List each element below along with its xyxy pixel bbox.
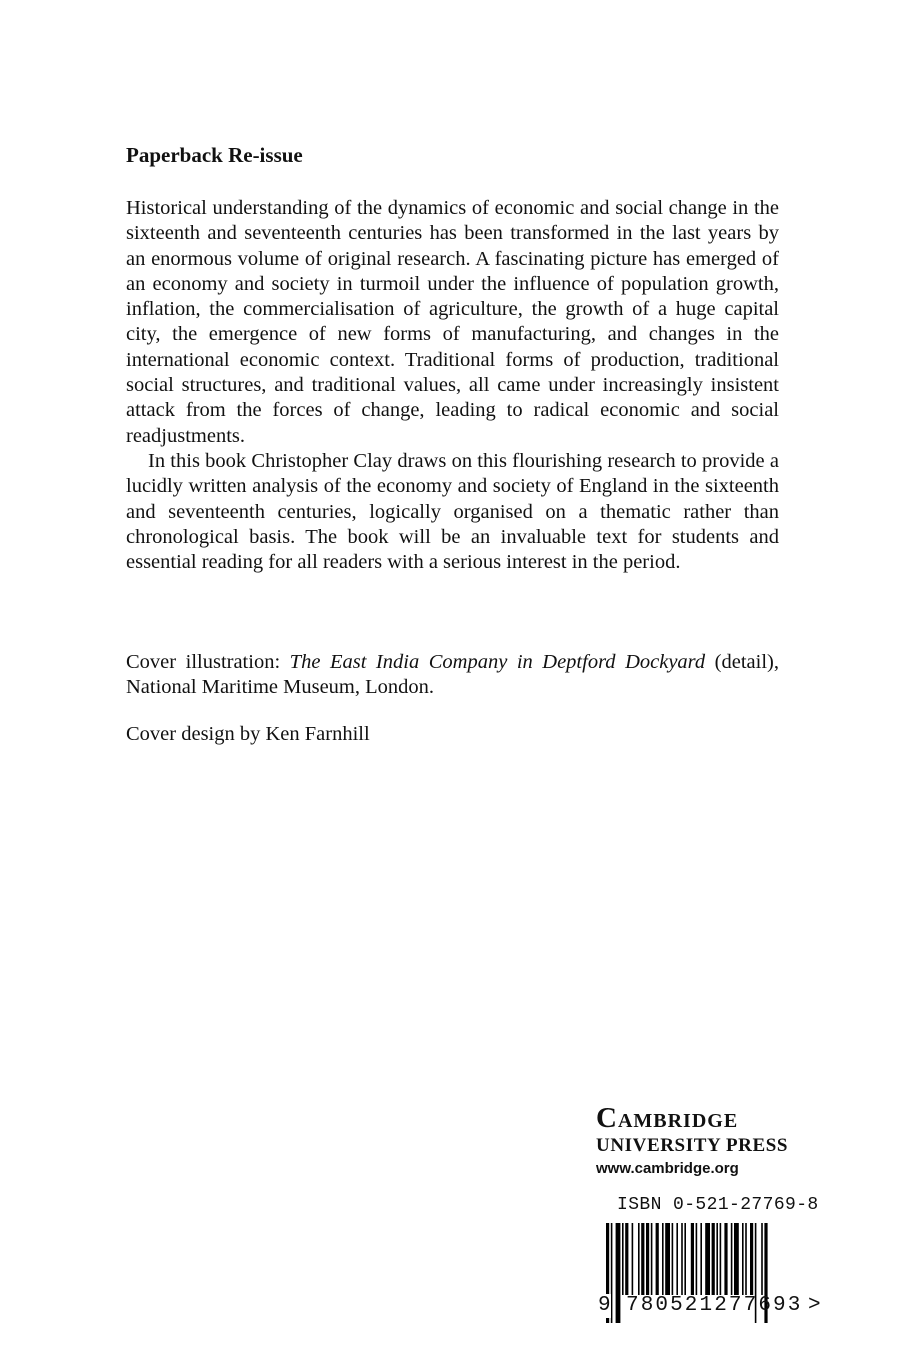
publisher-logo <box>596 1102 836 1180</box>
barcode-bar <box>651 1223 653 1295</box>
barcode-bar <box>641 1223 644 1295</box>
cover-design-credit: Cover design by Ken Farnhill <box>126 723 370 745</box>
cover-illustration-prefix: Cover illustration: <box>126 651 290 673</box>
publisher-subtitle: UNIVERSITY PRESS <box>596 1135 789 1156</box>
barcode-bar <box>712 1223 715 1295</box>
cover-illustration-title: The East India Company in Deptford Dockyard <box>289 651 706 673</box>
barcode-bar <box>700 1223 702 1295</box>
barcode-bar <box>625 1223 628 1295</box>
barcode-bar <box>684 1223 686 1295</box>
isbn-number: ISBN 0-521-27769-8 <box>617 1195 819 1215</box>
barcode-bar <box>646 1223 649 1295</box>
barcode-bar <box>611 1223 613 1323</box>
blurb-paragraph-2: In this book Christopher Clay draws on this flourishing research to provide a lucidly written analysis of the economy and society of England in the sixteenth and seventeenth centuries, logically organised on a thematic rather than chronological basis. The book will be an invaluable text for students and essential reading for all readers with a serious interest in the period. <box>126 449 779 574</box>
barcode-bar <box>676 1223 678 1295</box>
blurb-text <box>126 196 779 575</box>
barcode-bar <box>662 1223 664 1295</box>
barcode-digits: 780521277693 <box>626 1294 803 1317</box>
barcode-first-digit: 9 <box>598 1294 611 1317</box>
barcode-bar <box>731 1223 733 1295</box>
publisher-website: www.cambridge.org <box>596 1160 739 1177</box>
barcode-bar <box>638 1223 640 1295</box>
barcode-bar <box>745 1223 747 1295</box>
barcode-bar <box>691 1223 694 1295</box>
blurb-paragraph-1: Historical understanding of the dynamics of economic and social change in the sixteenth and seventeenth centuries has been transformed in the last years by an enormous volume of original research. A fascinating picture has emerged of an economy and society in turmoil under the influence of population growth, inflation, the commercialisation of agriculture, the growth of a huge capital city, the emergence of new forms of manufacturing, and changes in the international economic context. Traditional forms of production, traditional social structures, and traditional values, all came under increasingly insistent attack from the forces of change, leading to radical economic and social readjustments. <box>126 197 779 447</box>
cover-illustration-suffix: (detail), National Maritime Museum, London. <box>126 651 779 699</box>
barcode-bar <box>632 1223 634 1295</box>
barcode-bar <box>665 1223 670 1295</box>
publisher-name: Cambridge <box>596 1102 739 1134</box>
barcode-bar <box>716 1223 718 1295</box>
barcode-bar <box>724 1223 727 1295</box>
barcode-bar <box>750 1223 753 1295</box>
heading-paperback-reissue: Paperback Re-issue <box>126 143 303 167</box>
barcode-bar <box>761 1223 763 1295</box>
barcode-bar <box>622 1223 624 1295</box>
barcode-bar <box>616 1223 621 1323</box>
cover-illustration-credit <box>126 650 779 701</box>
barcode-bar <box>720 1223 722 1295</box>
barcode-bar <box>656 1223 659 1295</box>
barcode-bar <box>742 1223 744 1295</box>
barcode-bar <box>734 1223 739 1295</box>
barcode-bar <box>696 1223 698 1295</box>
barcode-end-mark: > <box>808 1294 821 1317</box>
barcode-bar <box>672 1223 674 1295</box>
barcode-bar <box>705 1223 710 1295</box>
barcode-bar <box>681 1223 683 1295</box>
